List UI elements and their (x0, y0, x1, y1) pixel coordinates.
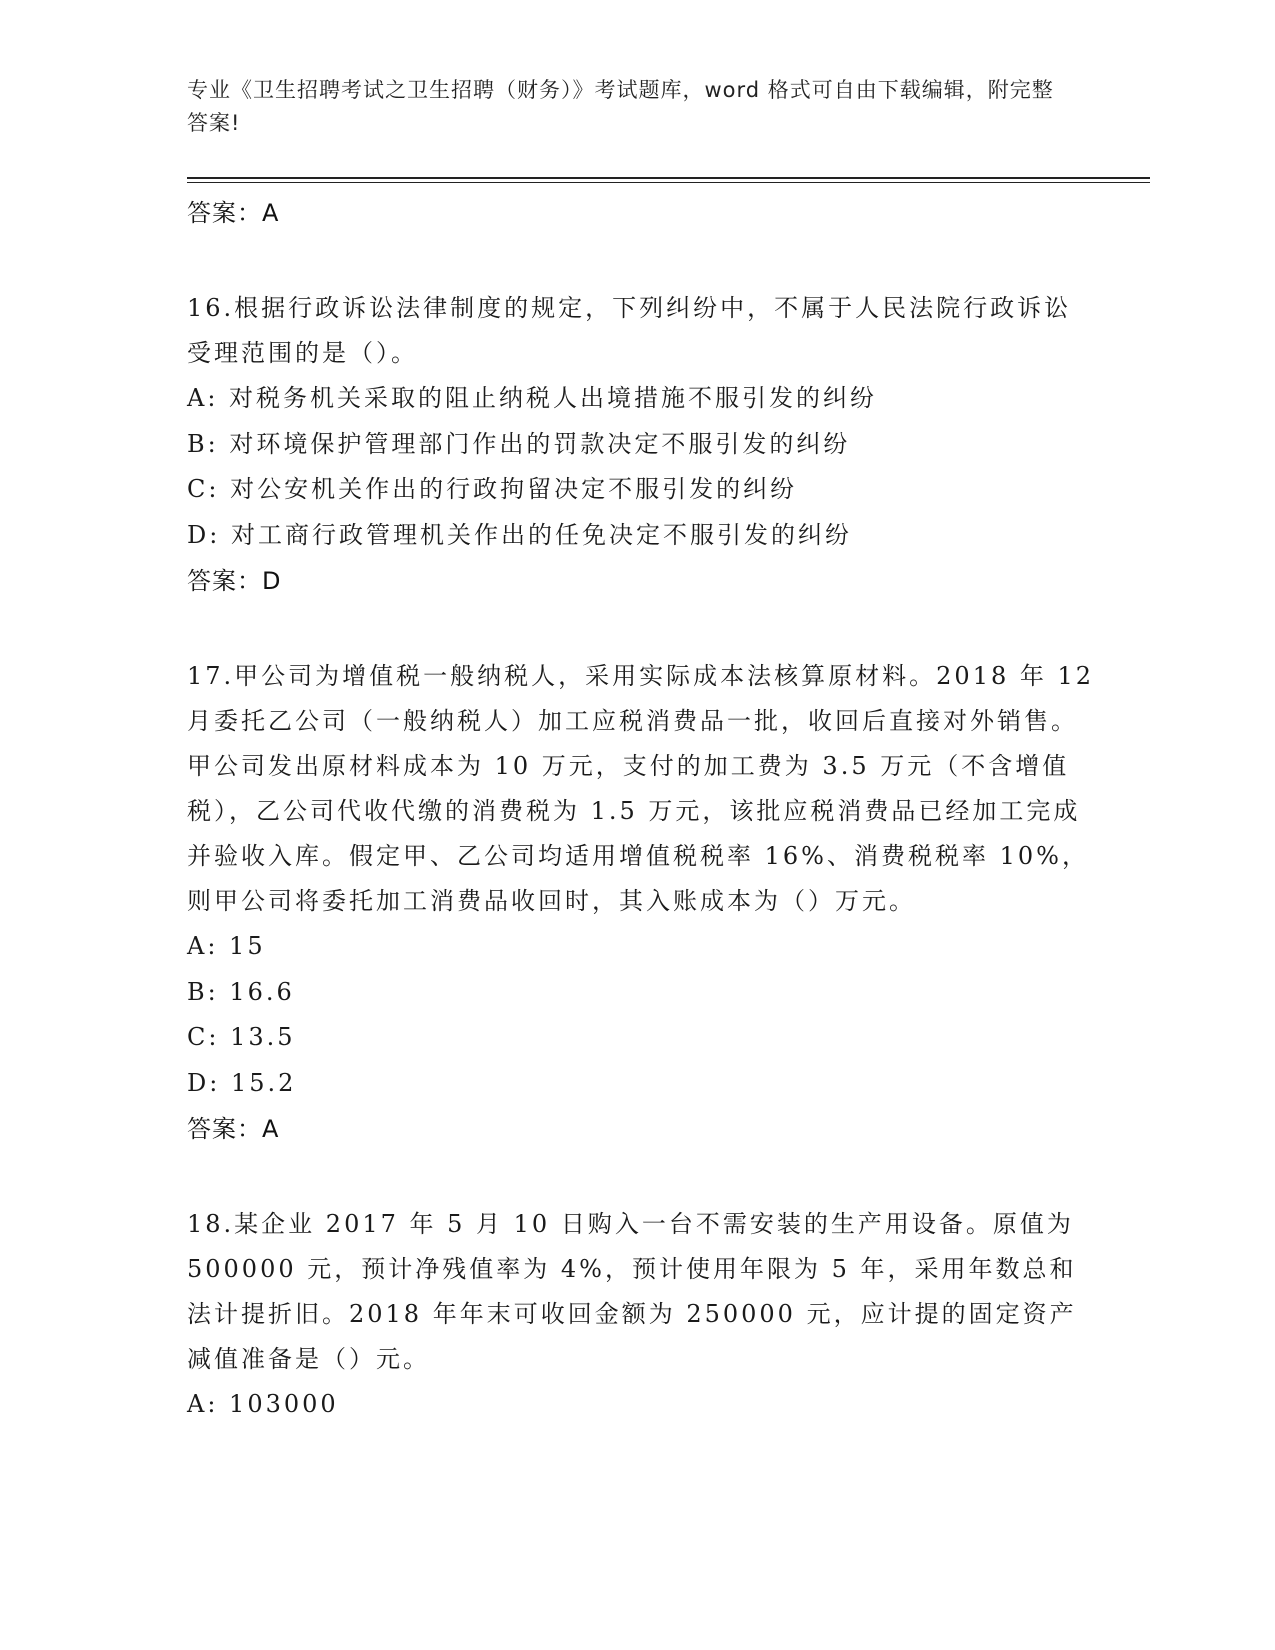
option-b: B: 对环境保护管理部门作出的罚款决定不服引发的纠纷 (187, 429, 851, 458)
option-a: A: 103000 (187, 1390, 339, 1418)
question-16 (187, 286, 1097, 604)
option-b: B: 16.6 (187, 977, 295, 1006)
document-body (187, 186, 1097, 1428)
option-c: C: 13.5 (187, 1023, 296, 1051)
question-18 (187, 1202, 1097, 1428)
question-stem: 18.某企业 2017 年 5 月 10 日购入一台不需安装的生产用设备。原值为 500000 元，预计净残值率为 4%，预计使用年限为 5 年，采用年数总和法计提折旧。2018 年年末可收回金额为 250000 元，应计提的固定资产减值准备是（）元。 (187, 1210, 1077, 1373)
option-a: A: 15 (187, 932, 266, 960)
option-a: A: 对税务机关采取的阻止纳税人出境措施不服引发的纠纷 (187, 384, 878, 412)
document-header: 专业《卫生招聘考试之卫生招聘（财务）》考试题库，word 格式可自由下载编辑，附完整答案! (187, 78, 1054, 135)
question-stem: 17.甲公司为增值税一般纳税人，采用实际成本法核算原材料。2018 年 12 月委托乙公司（一般纳税人）加工应税消费品一批，收回后直接对外销售。甲公司发出原材料成本为 10 万元，支付的加工费为 3.5 万元（不含增值税），乙公司代收代缴的消费税为 1.5 万元，该批应税消费品已经加工完成并验收入库。假定甲、乙公司均适用增值税税率 16%、消费税税率 10%，则甲公司将委托加工消费品收回时，其入账成本为（）万元。 (187, 662, 1095, 915)
option-d: D: 对工商行政管理机关作出的任免决定不服引发的纠纷 (187, 520, 852, 549)
header-divider (187, 177, 1150, 183)
question-17 (187, 654, 1097, 1152)
question-stem: 16.根据行政诉讼法律制度的规定，下列纠纷中，不属于人民法院行政诉讼受理范围的是（）。 (187, 294, 1072, 367)
option-d: D: 15.2 (187, 1068, 297, 1097)
question-answer: 答案：D (187, 567, 282, 595)
question-answer: 答案：A (187, 1115, 280, 1143)
option-c: C: 对公安机关作出的行政拘留决定不服引发的纠纷 (187, 475, 798, 503)
previous-answer: 答案：A (187, 199, 280, 227)
